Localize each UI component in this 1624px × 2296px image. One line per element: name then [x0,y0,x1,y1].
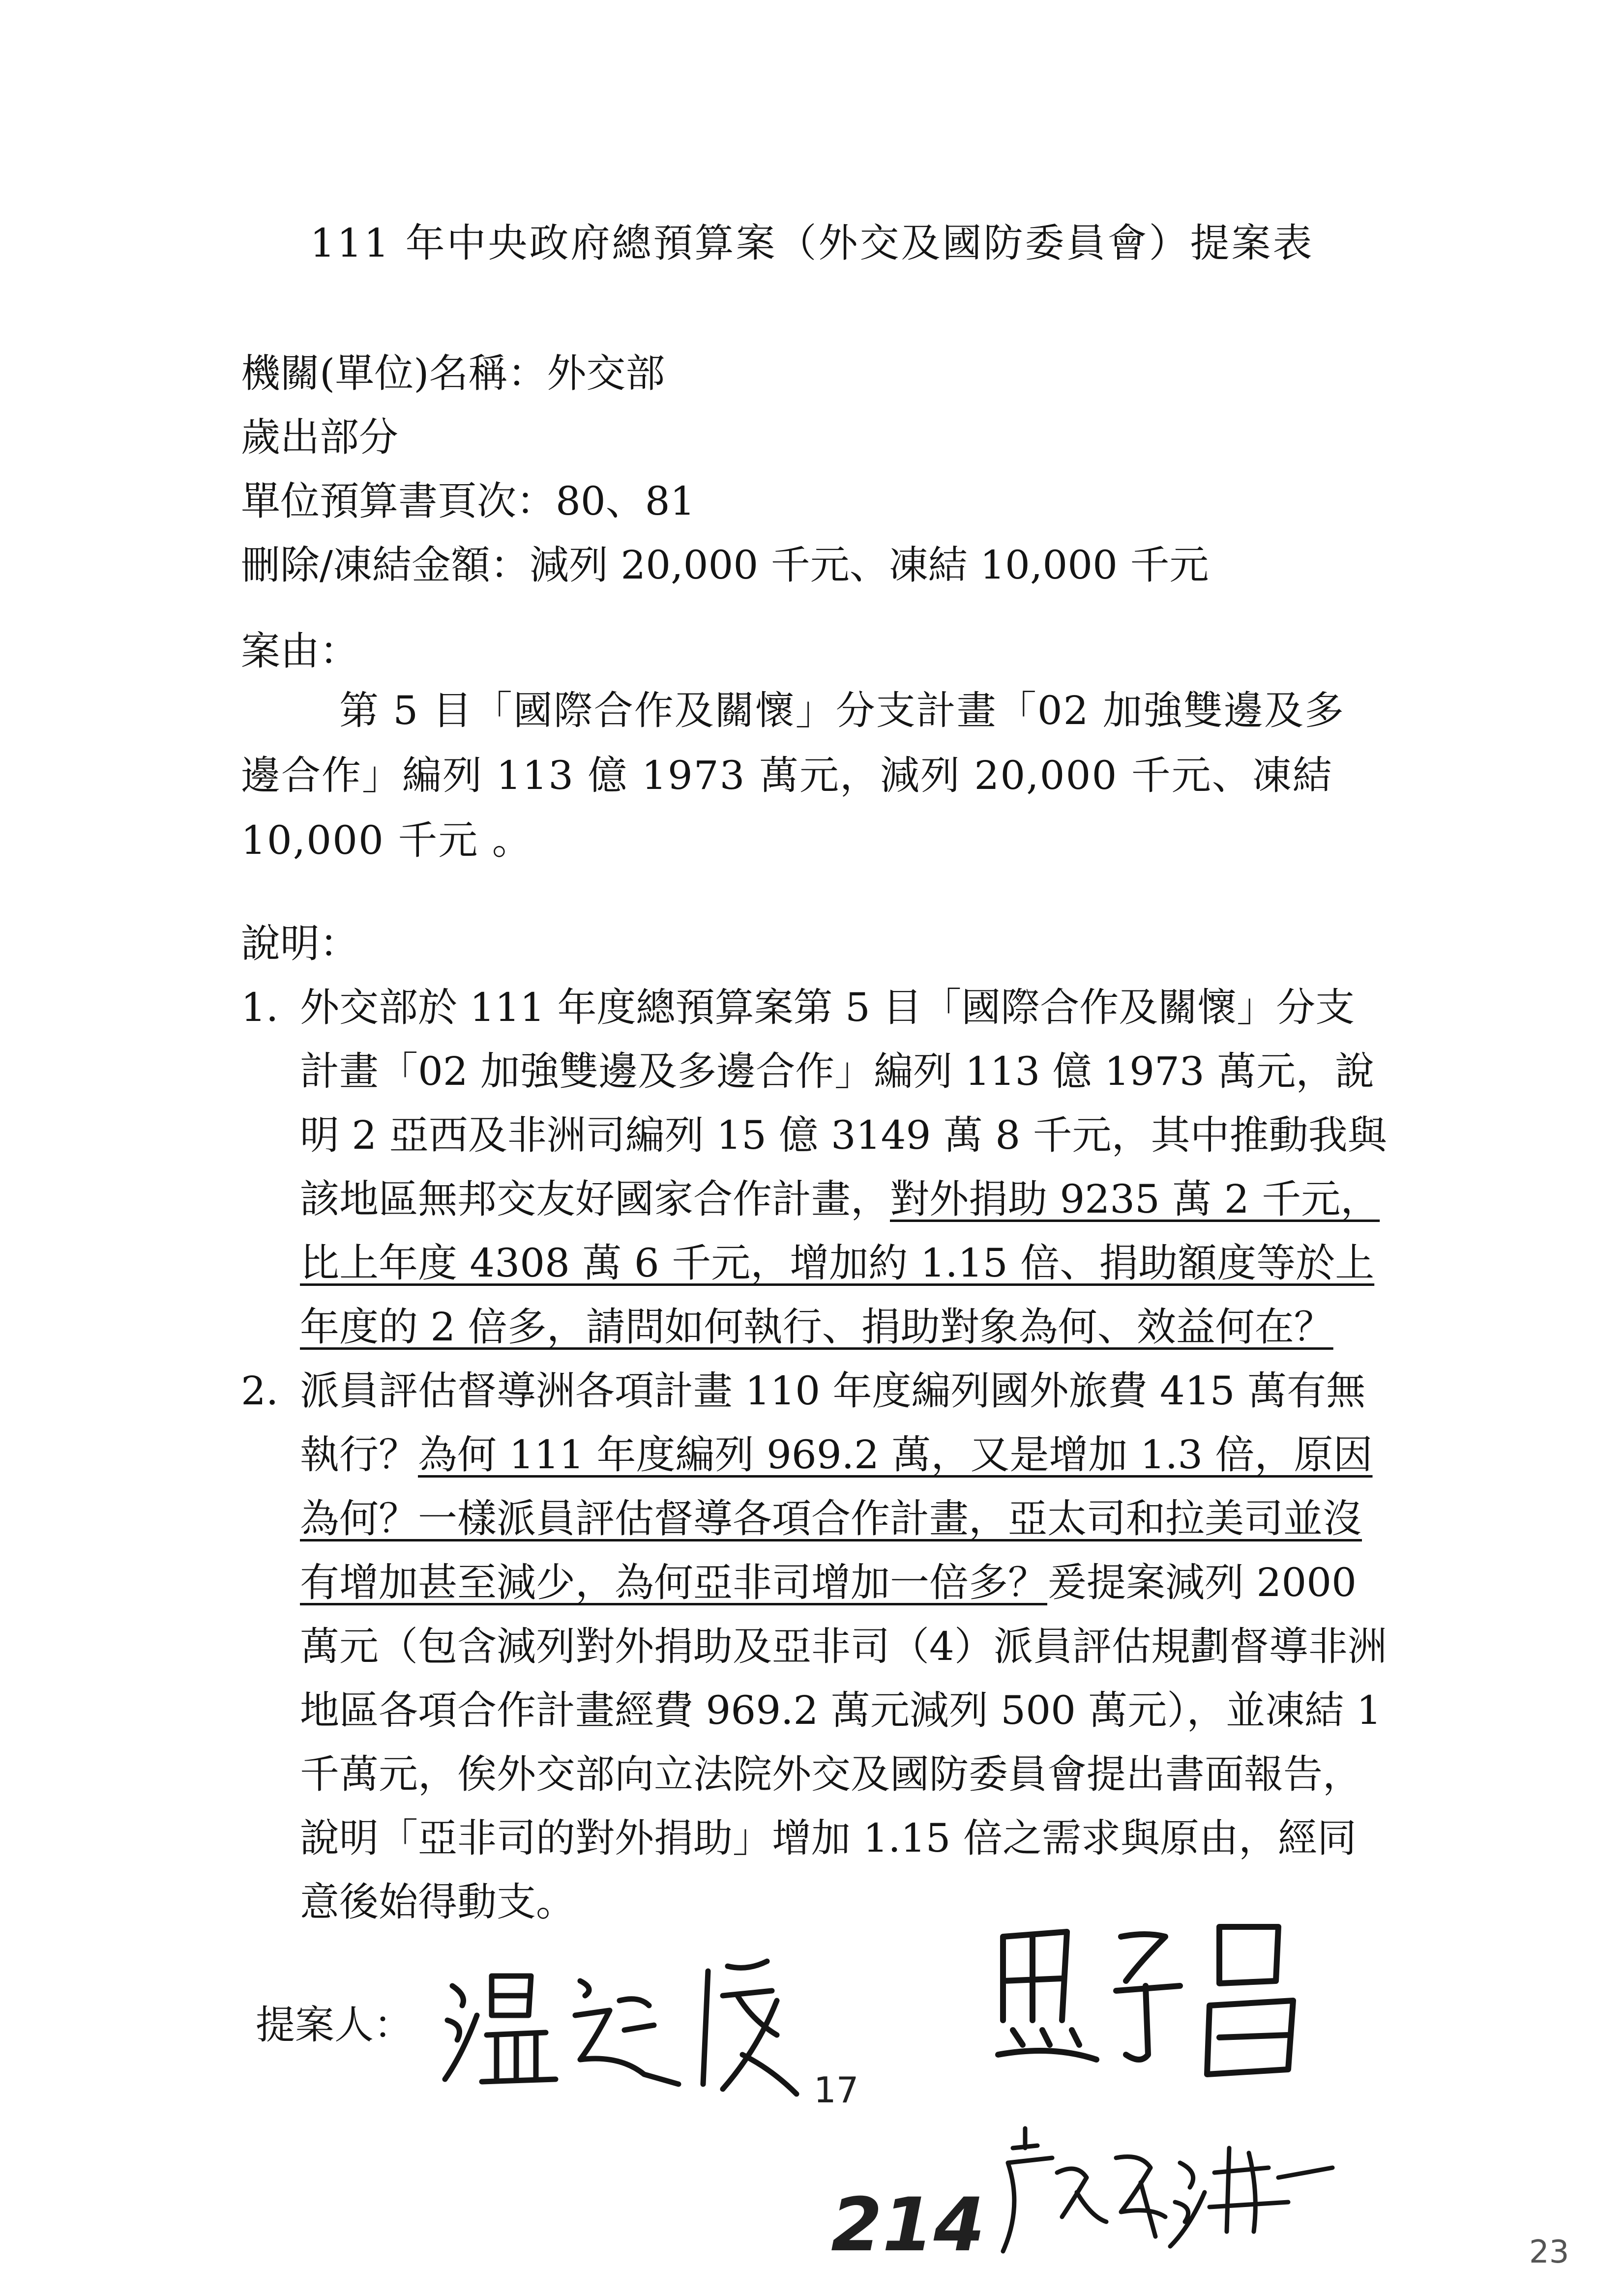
agency-name: 機關(單位)名稱：外交部 [241,350,665,396]
explanation-item [241,976,1391,1359]
page-mark: 23 [1529,2234,1569,2270]
cut-freeze-amount: 刪除/凍結金額：減列 20,000 千元、凍結 10,000 千元 [241,542,1209,588]
item-underlined-text: 為何 111 年度編列 969.2 萬，又是增加 1.3 倍，原因為何？一樣派員評估督導各項合作計畫，亞太司和拉美司並沒有增加甚至減少，為何亞非司增加一倍多？ [300,1432,1373,1605]
item-text-tail: 爰提案減列 2000 萬元（包含減列對外捐助及亞非司（4）派員評估規劃督導非洲地區各項合作計畫經費 969.2 萬元減列 500 萬元），並凍結 1 千萬元，俟外交部向立法院外交及國防委員會提出書面報告，說明「亞非司的對外捐助」增加 1.15 倍之需求與原由，經同意後始得動支。 [300,1560,1387,1925]
signature-3 [993,2119,1347,2261]
budget-pages: 單位預算書頁次：80、81 [241,478,695,524]
explanation-item [241,1359,1391,1934]
handwritten-number-17: 17 [814,2069,859,2111]
reason-label: 案由： [241,628,359,674]
item-underlined-text: 對外捐助 9235 萬 2 千元，比上年度 4308 萬 6 千元，增加約 1.15 倍、捐助額度等於上年度的 2 倍多，請問如何執行、捐助對象為何、效益何在？ [300,1176,1380,1350]
explanation-label: 說明： [241,921,359,966]
item-text: 派員評估督導洲各項計畫 110 年度編列國外旅費 415 萬有無執行？ [300,1368,1366,1478]
proposer-label: 提案人： [256,2002,413,2048]
document-title: 111 年中央政府總預算案（外交及國防委員會）提案表 [310,220,1314,266]
handwritten-number-214: 214 [831,2182,985,2268]
item-number: 2. [241,1368,279,1414]
reason-text: 第 5 目「國際合作及關懷」分支計畫「02 加強雙邊及多邊合作」編列 113 億 1973 萬元，減列 20,000 千元、凍結 10,000 千元 。 [241,688,1345,863]
meta-block [241,342,1209,597]
item-text: 外交部於 111 年度總預算案第 5 目「國際合作及關懷」分支計畫「02 加強雙邊及多邊合作」編列 113 億 1973 萬元，說明 2 亞西及非洲司編列 15 億 3149 萬 8 千元，其中推動我與該地區無邦交友好國家合作計畫， [300,985,1387,1222]
signature-2 [983,1907,1318,2094]
item-number: 1. [241,985,279,1030]
explanation-list [241,976,1391,1934]
budget-section: 歲出部分 [241,414,398,460]
signature-1 [433,1942,806,2104]
